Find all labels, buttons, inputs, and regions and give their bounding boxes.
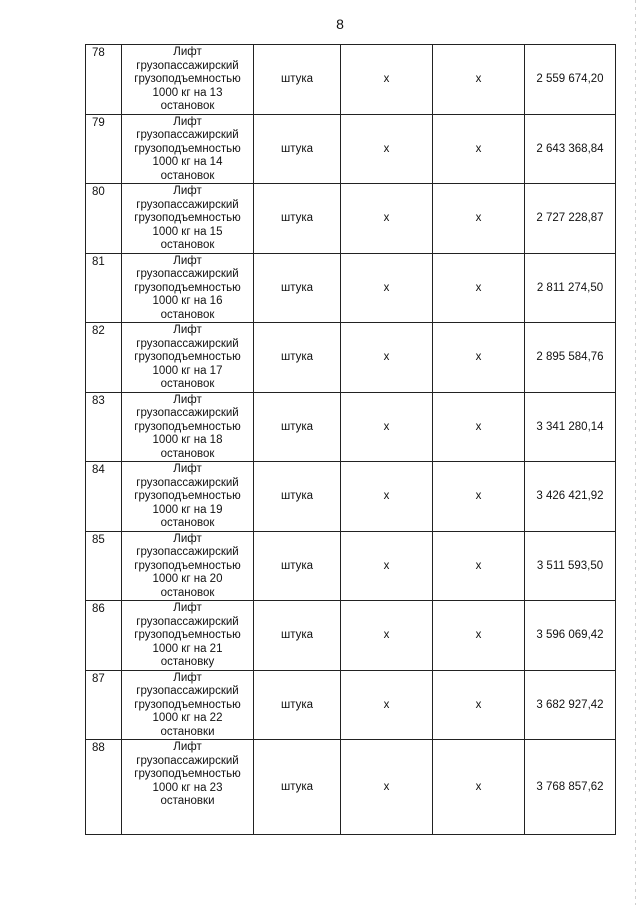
item-name-line: 1000 кг на 14 <box>152 156 223 168</box>
item-name-line: 1000 кг на 16 <box>152 295 223 307</box>
item-name-line: грузопассажирский <box>136 268 239 280</box>
item-name-line: грузоподъемностью <box>134 351 241 363</box>
table-row <box>86 670 616 740</box>
placeholder-cell-b: х <box>433 114 525 184</box>
price-cell: 2 811 274,50 <box>525 253 616 323</box>
item-name-line: 1000 кг на 13 <box>152 86 223 99</box>
item-name-line: остановок <box>160 100 215 112</box>
item-name-line: грузопассажирский <box>136 59 239 72</box>
table-row <box>86 45 616 115</box>
placeholder-cell-b: х <box>433 45 525 115</box>
row-number: 86 <box>86 601 122 671</box>
unit-cell: штука <box>254 462 341 532</box>
table-row <box>86 184 616 254</box>
item-name-line: 1000 кг на 15 <box>152 225 223 238</box>
item-name <box>122 670 254 740</box>
placeholder-cell-a: х <box>341 184 433 254</box>
placeholder-cell-b: х <box>433 462 525 532</box>
placeholder-cell-a: х <box>341 462 433 532</box>
row-number: 80 <box>86 184 122 254</box>
placeholder-cell-a: х <box>341 740 433 835</box>
item-name-line: грузоподъемностью <box>134 490 241 502</box>
item-name-line: 1000 кг на 21 <box>152 642 223 655</box>
item-name-line: Лифт <box>173 741 202 753</box>
unit-cell: штука <box>254 392 341 462</box>
table-row <box>86 323 616 393</box>
item-name-line: остановок <box>160 517 215 529</box>
row-number: 81 <box>86 253 122 323</box>
placeholder-cell-a: х <box>341 670 433 740</box>
item-name-line: грузоподъемностью <box>134 629 241 641</box>
placeholder-cell-a: х <box>341 114 433 184</box>
item-name <box>122 184 254 254</box>
placeholder-cell-b: х <box>433 601 525 671</box>
unit-cell: штука <box>254 45 341 115</box>
item-name-line: Лифт <box>173 46 202 58</box>
placeholder-cell-a: х <box>341 45 433 115</box>
item-name-line: грузоподъемностью <box>134 142 241 155</box>
item-name-line: грузопассажирский <box>136 129 239 141</box>
item-name <box>122 392 254 462</box>
unit-cell: штука <box>254 601 341 671</box>
item-name-line: остановки <box>160 725 215 738</box>
row-number: 88 <box>86 740 122 835</box>
price-cell: 2 727 228,87 <box>525 184 616 254</box>
item-name-line: остановок <box>160 586 215 599</box>
item-name <box>122 531 254 601</box>
item-name-line: остановок <box>160 239 215 251</box>
item-name-line: грузоподъемностью <box>134 281 241 294</box>
item-name-line: 1000 кг на 19 <box>152 503 223 516</box>
item-name-line: остановок <box>160 378 215 390</box>
item-name-line: Лифт <box>173 532 202 545</box>
item-name-line: грузопассажирский <box>136 615 239 628</box>
item-name-line: грузопассажирский <box>136 407 239 419</box>
item-name-line: Лифт <box>173 602 202 614</box>
item-name <box>122 253 254 323</box>
placeholder-cell-b: х <box>433 184 525 254</box>
placeholder-cell-a: х <box>341 323 433 393</box>
unit-cell: штука <box>254 323 341 393</box>
item-name-line: Лифт <box>173 254 202 267</box>
price-cell: 3 511 593,50 <box>525 531 616 601</box>
item-name-line: грузоподъемностью <box>134 73 241 85</box>
item-name <box>122 740 254 835</box>
table-row <box>86 740 616 835</box>
item-name-line: остановок <box>160 308 215 321</box>
item-name-line: грузопассажирский <box>136 754 239 767</box>
price-cell: 2 895 584,76 <box>525 323 616 393</box>
item-name-line: Лифт <box>173 115 202 128</box>
item-name <box>122 323 254 393</box>
price-cell: 3 768 857,62 <box>525 740 616 835</box>
placeholder-cell-a: х <box>341 601 433 671</box>
placeholder-cell-b: х <box>433 323 525 393</box>
item-name-line: грузоподъемностью <box>134 420 241 433</box>
item-name-line: 1000 кг на 20 <box>152 573 223 585</box>
item-name-line: остановок <box>160 169 215 182</box>
table-row <box>86 392 616 462</box>
placeholder-cell-b: х <box>433 531 525 601</box>
row-number: 79 <box>86 114 122 184</box>
price-cell: 3 426 421,92 <box>525 462 616 532</box>
item-name-line: грузопассажирский <box>136 337 239 350</box>
item-name-line: грузоподъемностью <box>134 559 241 572</box>
row-number: 85 <box>86 531 122 601</box>
unit-cell: штука <box>254 114 341 184</box>
unit-cell: штука <box>254 670 341 740</box>
item-name-line: грузопассажирский <box>136 685 239 697</box>
unit-cell: штука <box>254 184 341 254</box>
item-name-line: 1000 кг на 18 <box>152 434 223 446</box>
price-cell: 2 559 674,20 <box>525 45 616 115</box>
placeholder-cell-b: х <box>433 670 525 740</box>
placeholder-cell-a: х <box>341 253 433 323</box>
placeholder-cell-b: х <box>433 253 525 323</box>
row-number: 78 <box>86 45 122 115</box>
item-name <box>122 45 254 115</box>
item-name-line: грузоподъемностью <box>134 698 241 711</box>
placeholder-cell-a: х <box>341 531 433 601</box>
unit-cell: штука <box>254 253 341 323</box>
item-name-line: Лифт <box>173 185 202 197</box>
item-name-line: грузопассажирский <box>136 476 239 489</box>
price-cell: 2 643 368,84 <box>525 114 616 184</box>
unit-cell: штука <box>254 531 341 601</box>
item-name-line: грузопассажирский <box>136 198 239 211</box>
item-name-line: грузопассажирский <box>136 546 239 558</box>
item-name-line: остановки <box>160 795 215 807</box>
table-row <box>86 531 616 601</box>
price-table-body <box>86 45 616 835</box>
item-name-line: Лифт <box>173 671 202 684</box>
item-name-line: 1000 кг на 23 <box>152 781 223 794</box>
row-number: 87 <box>86 670 122 740</box>
table-row <box>86 601 616 671</box>
unit-cell: штука <box>254 740 341 835</box>
item-name <box>122 114 254 184</box>
row-number: 84 <box>86 462 122 532</box>
item-name-line: грузоподъемностью <box>134 212 241 224</box>
item-name <box>122 462 254 532</box>
item-name-line: Лифт <box>173 393 202 406</box>
item-name-line: грузоподъемностью <box>134 768 241 780</box>
item-name-line: 1000 кг на 22 <box>152 712 223 724</box>
row-number: 83 <box>86 392 122 462</box>
item-name-line: 1000 кг на 17 <box>152 364 223 377</box>
price-cell: 3 682 927,42 <box>525 670 616 740</box>
table-row <box>86 253 616 323</box>
table-row <box>86 462 616 532</box>
price-cell: 3 341 280,14 <box>525 392 616 462</box>
item-name-line: Лифт <box>173 463 202 475</box>
item-name-line: Лифт <box>173 324 202 336</box>
page-number: 8 <box>336 16 344 32</box>
scan-edge-line <box>635 0 636 905</box>
table-row <box>86 114 616 184</box>
item-name-line: остановок <box>160 447 215 460</box>
placeholder-cell-b: х <box>433 392 525 462</box>
item-name-line: остановку <box>160 656 215 668</box>
item-name <box>122 601 254 671</box>
row-number: 82 <box>86 323 122 393</box>
placeholder-cell-a: х <box>341 392 433 462</box>
placeholder-cell-b: х <box>433 740 525 835</box>
price-table <box>85 44 616 835</box>
price-cell: 3 596 069,42 <box>525 601 616 671</box>
